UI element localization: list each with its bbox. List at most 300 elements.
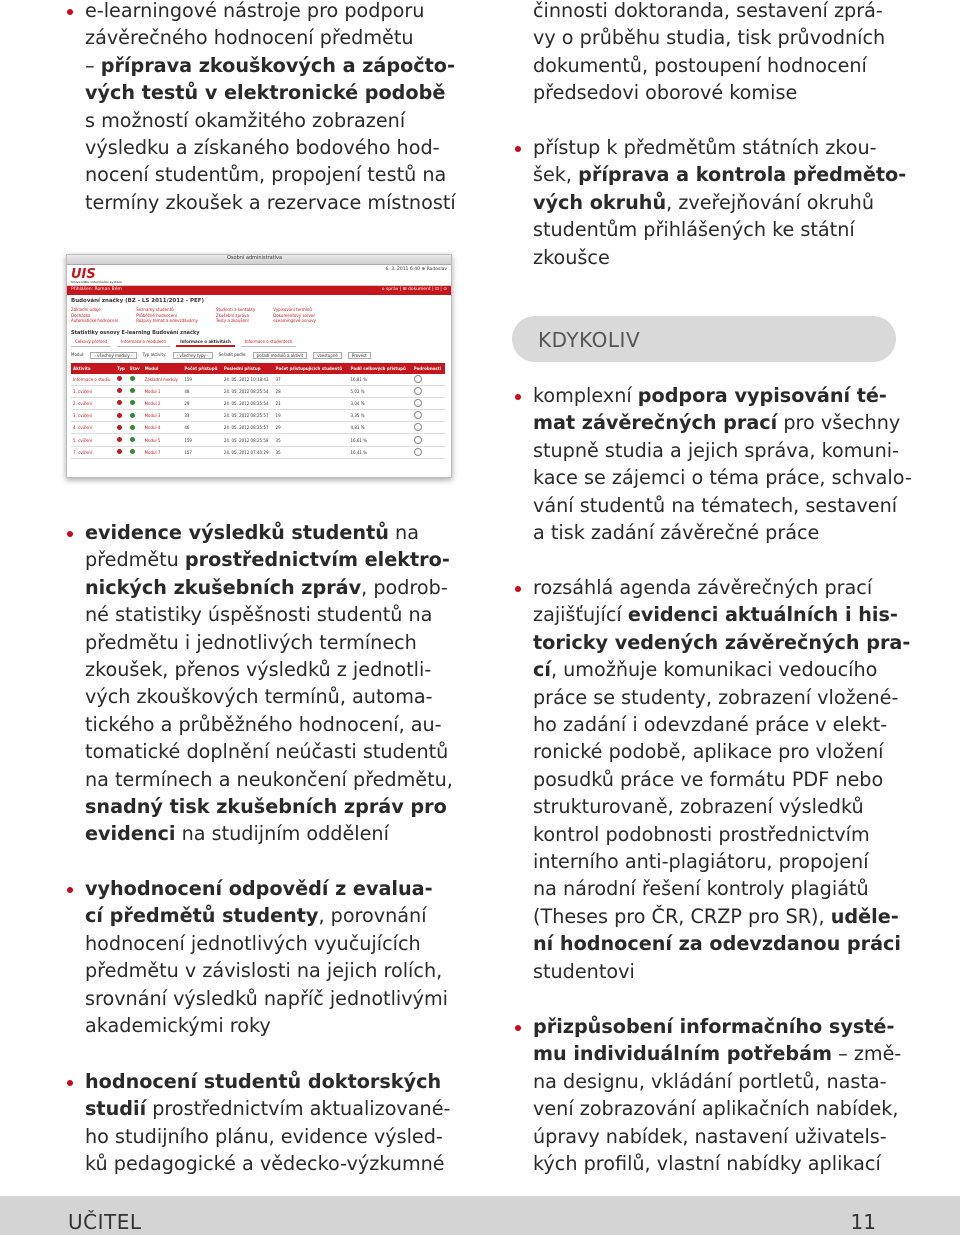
- text-line: [85, 656, 467, 683]
- text-line: [85, 546, 467, 573]
- table-cell: 24. 05. 2012 08:25:57: [222, 410, 274, 422]
- column-header[interactable]: Podíl celkových přístupů: [349, 363, 412, 374]
- activity-table: [71, 363, 445, 459]
- bold-run: hodnocení studentů doktorských: [85, 1070, 442, 1093]
- text-run: kých profilů, vlastní nabídky aplikací: [533, 1152, 881, 1176]
- bullet-thesis-topics: [515, 382, 915, 546]
- magnifier-icon[interactable]: [414, 399, 422, 407]
- column-header[interactable]: Počet přístupujících studentů: [274, 363, 349, 374]
- course-links: [67, 305, 451, 326]
- table-cell: 24. 05. 2012 07:40:29: [222, 446, 274, 458]
- text-line: [533, 161, 915, 188]
- table-cell: 33: [182, 410, 221, 422]
- text-run: tomatické doplnění neúčasti studentů: [85, 740, 449, 764]
- bold-run: ní hodnocení za odevzdanou práci: [533, 932, 902, 956]
- text-line: [85, 820, 467, 847]
- text-line: [85, 766, 467, 793]
- text-run: termíny zkoušek a rezervace místností: [85, 190, 456, 214]
- text-run: ronické podobě, aplikace pro vložení: [533, 740, 884, 764]
- table-cell[interactable]: 7. cvičení: [71, 446, 115, 458]
- column-header[interactable]: Podrobnosti: [412, 363, 445, 374]
- table-cell: 16,41 %: [349, 446, 412, 458]
- course-link[interactable]: Seznamy studentů: [136, 307, 174, 312]
- course-link[interactable]: Studenti a kontakty: [215, 307, 256, 312]
- magnifier-icon[interactable]: [414, 411, 422, 419]
- text-line: [85, 1123, 467, 1150]
- table-cell: [115, 434, 127, 446]
- text-run: přístup k předmětům státních zkou-: [533, 136, 877, 159]
- text-line: [533, 1013, 915, 1040]
- text-run: s možností okamžitého zobrazení: [85, 108, 406, 132]
- table-cell: 35: [274, 434, 349, 446]
- text-line: [533, 519, 915, 546]
- text-line: [533, 216, 915, 243]
- table-cell: [115, 397, 127, 409]
- app-header: [67, 265, 451, 286]
- course-link[interactable]: eLearningové osnovy: [273, 318, 316, 323]
- text-run: zajišťující: [533, 603, 628, 627]
- text-line: [533, 574, 915, 601]
- page-footer: [0, 1196, 960, 1235]
- text-line: [85, 930, 467, 957]
- text-line: [533, 1095, 915, 1122]
- table-cell[interactable]: [412, 446, 445, 458]
- bullet-results-evidence: [67, 519, 467, 848]
- text-line: [85, 52, 455, 79]
- logo-subtitle: Univerzitní informační systém: [71, 280, 122, 284]
- text-line: [533, 24, 897, 51]
- bullet-text: [533, 134, 915, 271]
- column-header[interactable]: Počet přístupů: [182, 363, 221, 374]
- text-line: [533, 766, 915, 793]
- table-cell: 16,61 %: [349, 434, 412, 446]
- bullet-customization: [515, 1013, 915, 1177]
- text-line: [85, 902, 467, 929]
- table-cell[interactable]: 5. cvičení: [71, 434, 115, 446]
- text-line: [85, 793, 467, 820]
- filter-sort-label: Seřadit podle:: [218, 351, 247, 357]
- text-line: [533, 930, 915, 957]
- stats-tabs: [67, 337, 451, 348]
- table-cell[interactable]: 2. cvičení: [71, 397, 115, 409]
- column-header[interactable]: Modul: [143, 363, 183, 374]
- text-line: [85, 79, 449, 106]
- status-icon: [130, 425, 135, 430]
- top-info: 6. 3. 2011 6:40 ⊕ Radoslav: [385, 267, 447, 272]
- bold-run: evidence výsledků studentů: [85, 521, 389, 544]
- text-line: [85, 985, 467, 1012]
- bullet-text: [533, 382, 915, 546]
- bullet-text: [533, 574, 915, 985]
- bullet-text: [85, 0, 456, 216]
- text-line: [85, 957, 467, 984]
- text-run: předmětu v závislosti na jejich rolích,: [85, 959, 443, 983]
- text-run: interního anti-plagiátoru, propojení: [533, 850, 869, 874]
- logged-user: Přihlášen: Roman Bém: [71, 287, 122, 292]
- page-number: 11: [850, 1210, 876, 1234]
- text-run: né statistiky úspěšnosti studentů na: [85, 603, 433, 627]
- stats-filters: [67, 348, 451, 361]
- filter-modul-label: Modul:: [71, 351, 85, 357]
- text-run: studentovi: [533, 959, 635, 983]
- continuation-text: [533, 0, 897, 107]
- text-line: [533, 189, 915, 216]
- text-line: [533, 382, 915, 409]
- text-line: [533, 848, 915, 875]
- stats-tab[interactable]: Informace o aktivitách: [176, 338, 235, 347]
- text-run: závěrečného hodnocení předmětu: [85, 26, 414, 50]
- course-link[interactable]: Vypisování termínů: [273, 307, 312, 312]
- text-run: ho zadání i odevzdané práce v elekt-: [533, 713, 888, 737]
- text-run: zkoušek, přenos výsledků z jednotli-: [85, 658, 432, 682]
- text-run: práce se studenty, zobrazení vložené-: [533, 685, 899, 709]
- text-run: studentům přihlášených ke státní: [533, 218, 855, 242]
- text-line: [85, 24, 449, 51]
- table-cell: 24. 05. 2012 08:25:58: [222, 434, 274, 446]
- text-line: [533, 601, 915, 628]
- text-line: [533, 79, 897, 106]
- text-run: vení zobrazování aplikačních nabídek,: [533, 1097, 899, 1121]
- bullet-evaluation: [67, 875, 467, 1039]
- course-link[interactable]: Testy a zkoušení: [215, 318, 249, 323]
- text-line: [533, 134, 915, 161]
- text-line: [533, 464, 915, 491]
- course-link[interactable]: Docházka: [71, 312, 91, 318]
- stats-tab[interactable]: Informace o modulech: [117, 338, 170, 347]
- table-body: [71, 374, 445, 459]
- bullet-doctoral: [67, 1068, 467, 1178]
- magnifier-icon[interactable]: [414, 423, 422, 431]
- filter-direction-select[interactable]: vzestupně: [313, 352, 342, 359]
- magnifier-icon[interactable]: [414, 387, 422, 395]
- text-run: na studijním oddělení: [175, 822, 389, 846]
- table-cell: 24. 05. 2012 10:18:43: [222, 374, 274, 386]
- app-navbar: [67, 286, 451, 295]
- table-cell: 3,04 %: [349, 397, 412, 409]
- text-run: na: [388, 521, 419, 544]
- logo-text: UIS: [71, 267, 96, 282]
- bold-run: vyhodnocení odpovědí z evalua-: [85, 877, 433, 900]
- filter-apply-button[interactable]: Provést: [348, 352, 371, 359]
- bold-run: evidenci: [85, 822, 176, 846]
- text-line: [85, 738, 467, 765]
- course-link[interactable]: Zkušební zpráva: [215, 312, 249, 318]
- stats-tab[interactable]: Celkový přehled: [71, 338, 111, 347]
- text-run: zkoušce: [533, 245, 610, 269]
- table-cell[interactable]: [412, 410, 445, 422]
- text-line: [85, 683, 467, 710]
- text-run: činnosti doktoranda, sestavení zprá-: [533, 0, 883, 22]
- text-line: [533, 0, 897, 24]
- text-run: na termínech a neukončení předmětu,: [85, 767, 453, 791]
- nav-icons[interactable]: ⌂ správ | ⊞ dokument | ⊡ | ⊙: [381, 287, 447, 292]
- status-icon: [130, 388, 135, 393]
- course-heading: Budování značky (BZ - LS 2011/2012 - PEF): [71, 298, 205, 304]
- text-run: , porovnání: [318, 904, 427, 928]
- bullet-text: [85, 875, 467, 1039]
- table-cell: 159: [182, 434, 221, 446]
- bold-run: mat závěrečných prací: [533, 411, 778, 435]
- text-run: –: [85, 53, 101, 77]
- text-run: vání studentů na tématech, sestavení: [533, 493, 898, 517]
- filter-sort-select[interactable]: pořadí modulů a aktivit: [253, 352, 308, 359]
- bullet-dot: [67, 9, 73, 15]
- table-cell: 28: [274, 385, 349, 397]
- bold-run: cí: [533, 658, 551, 682]
- table-cell[interactable]: Modul 7: [143, 446, 183, 458]
- text-line: [533, 821, 915, 848]
- filter-type-label: Typ aktivity:: [142, 351, 167, 357]
- text-line: [85, 875, 467, 902]
- text-run: prostřednictvím aktualizované-: [146, 1097, 451, 1121]
- doctoral-continuation: [515, 0, 897, 107]
- text-run: – změ-: [832, 1042, 902, 1066]
- table-cell[interactable]: 3. cvičení: [71, 410, 115, 422]
- bold-run: vých okruhů: [533, 190, 667, 214]
- course-link[interactable]: Rozpisy témat a odevzdávárny: [136, 318, 198, 323]
- text-run: na designu, vkládání portletů, nasta-: [533, 1069, 887, 1093]
- text-line: [533, 793, 915, 820]
- bullet-thesis-agenda: [515, 574, 915, 985]
- text-run: (Theses pro ČR, CRZP pro SR),: [533, 904, 831, 928]
- table-row: [71, 446, 445, 458]
- text-line: [533, 492, 915, 519]
- table-cell[interactable]: Modul 1: [143, 385, 183, 397]
- text-line: [85, 1012, 467, 1039]
- stats-tab[interactable]: Informace o studentech: [241, 338, 297, 347]
- table-cell: 19: [274, 410, 349, 422]
- text-line: [85, 574, 467, 601]
- bullet-dot: [515, 586, 521, 592]
- text-run: , zveřejňování okruhů: [666, 190, 874, 214]
- table-cell: [128, 385, 143, 397]
- text-run: pro všechny: [777, 411, 901, 435]
- table-cell: [128, 410, 143, 422]
- bold-run: vých testů v elektronické podobě: [85, 81, 446, 105]
- text-line: [85, 1068, 467, 1095]
- bullet-elearning-tools: [67, 0, 456, 216]
- text-run: e-learningové nástroje pro podporu: [85, 0, 425, 22]
- bold-run: snadný tisk zkušebních zpráv pro: [85, 795, 447, 819]
- table-cell[interactable]: [412, 374, 445, 386]
- table-cell: 46: [182, 422, 221, 434]
- text-run: na národní řešení kontroly plagiátů: [533, 877, 869, 901]
- table-row: [71, 374, 445, 386]
- text-line: [85, 1150, 467, 1177]
- text-run: předsedovi oborové komise: [533, 81, 798, 105]
- text-line: [85, 519, 467, 546]
- table-cell: [115, 410, 127, 422]
- text-run: tického a průběžného hodnocení, au-: [85, 712, 442, 736]
- bullet-text: [533, 1013, 915, 1177]
- table-cell[interactable]: [412, 385, 445, 397]
- table-cell: [115, 374, 127, 386]
- activity-type-icon: [117, 413, 122, 418]
- column-header[interactable]: Poslední přístup: [222, 363, 274, 374]
- window-title: Osobní administrativa: [227, 255, 283, 261]
- text-run: srovnání výsledků napříč jednotlivými: [85, 986, 448, 1010]
- filter-modul-select[interactable]: - všechny moduly -: [90, 352, 136, 359]
- status-icon: [130, 413, 135, 418]
- activity-type-icon: [117, 400, 122, 405]
- course-link[interactable]: Dokumentový server: [273, 312, 316, 318]
- table-cell: 48: [182, 385, 221, 397]
- footer-section-label: UČITEL: [68, 1210, 142, 1234]
- text-line: [85, 134, 449, 161]
- text-line: [533, 656, 915, 683]
- text-run: výsledku a získaného bodového hod-: [85, 136, 440, 160]
- status-icon: [130, 449, 135, 454]
- text-line: [85, 161, 449, 188]
- text-line: [85, 107, 449, 134]
- bold-run: uděle-: [830, 904, 899, 928]
- text-line: [533, 629, 915, 656]
- text-run: ho studijního plánu, evidence výsled-: [85, 1124, 443, 1148]
- table-cell: 21: [274, 397, 349, 409]
- status-icon: [130, 400, 135, 405]
- text-run: , podrob-: [361, 575, 448, 599]
- text-run: stupně studia a jejich správa, komuni-: [533, 438, 900, 462]
- bullet-dot: [515, 146, 521, 152]
- table-cell: [128, 434, 143, 446]
- course-link[interactable]: Průběžné hodnocení: [136, 312, 177, 318]
- text-run: předmětu i jednotlivých termínech: [85, 630, 417, 654]
- text-line: [85, 629, 467, 656]
- table-cell[interactable]: Modul 3: [143, 410, 183, 422]
- bold-run: mu individuálním potřebám: [533, 1042, 833, 1066]
- bold-run: nických zkušebních zpráv: [85, 575, 362, 599]
- section-label-pill: [512, 316, 896, 362]
- bullet-dot: [515, 394, 521, 400]
- table-cell: 159: [182, 374, 221, 386]
- window-titlebar: [67, 255, 451, 265]
- table-row: [71, 397, 445, 409]
- table-cell: 157: [182, 446, 221, 458]
- table-cell: [115, 385, 127, 397]
- table-cell: 35: [274, 446, 349, 458]
- table-cell: [128, 446, 143, 458]
- table-cell[interactable]: [412, 434, 445, 446]
- text-run: rozsáhlá agenda závěrečných prací: [533, 576, 873, 599]
- links-col-4[interactable]: [273, 307, 316, 324]
- text-run: strukturovaně, zobrazení výsledků: [533, 795, 864, 819]
- text-run: akademickými roky: [85, 1014, 271, 1038]
- table-cell[interactable]: [412, 422, 445, 434]
- magnifier-icon[interactable]: [414, 436, 422, 444]
- activity-type-icon: [117, 437, 122, 442]
- table-cell: [128, 397, 143, 409]
- bullet-text: [85, 1068, 467, 1178]
- bullet-state-exams: [515, 134, 915, 271]
- section-label: KDYKOLIV: [538, 328, 641, 352]
- text-line: [533, 1040, 915, 1067]
- text-run: , umožňuje komunikaci vedoucího: [550, 658, 878, 682]
- table-cell[interactable]: Informace o studiu: [71, 374, 115, 386]
- table-row: [71, 385, 445, 397]
- text-run: nocení studentům, propojení testů na: [85, 163, 447, 187]
- bold-run: cí předmětů studenty: [85, 904, 319, 928]
- text-run: kontrol podobnosti prostřednictvím: [533, 822, 870, 846]
- table-cell[interactable]: 1. cvičení: [71, 385, 115, 397]
- bold-run: podpora vypisování té-: [637, 384, 887, 407]
- text-line: [533, 738, 915, 765]
- table-cell[interactable]: [412, 397, 445, 409]
- table-cell: [115, 446, 127, 458]
- text-line: [533, 1068, 915, 1095]
- table-row: [71, 422, 445, 434]
- activity-type-icon: [117, 388, 122, 393]
- column-header[interactable]: Typ: [115, 363, 127, 374]
- activity-type-icon: [117, 425, 122, 430]
- activity-type-icon: [117, 449, 122, 454]
- links-col-2[interactable]: [136, 307, 198, 324]
- table-cell[interactable]: Modul 4: [143, 422, 183, 434]
- table-cell: 37: [274, 374, 349, 386]
- text-line: [533, 903, 915, 930]
- text-line: [85, 601, 467, 628]
- text-line: [533, 958, 915, 985]
- links-col-1[interactable]: [71, 307, 118, 324]
- table-cell: 24. 05. 2012 08:25:54: [222, 385, 274, 397]
- text-run: předmětu: [85, 548, 185, 572]
- table-cell[interactable]: 4. cvičení: [71, 422, 115, 434]
- text-run: hodnocení jednotlivých vyučujících: [85, 931, 421, 955]
- table-cell: 3,35 %: [349, 410, 412, 422]
- text-line: [85, 1095, 467, 1122]
- text-run: posudků práce ve formátu PDF nebo: [533, 767, 884, 791]
- bold-run: evidenci aktuálních i his-: [627, 603, 898, 627]
- table-cell: 24. 05. 2012 08:25:54: [222, 397, 274, 409]
- bullet-dot: [67, 531, 73, 537]
- text-line: [533, 1150, 915, 1177]
- text-run: kace se zájemci o téma práce, schvalo-: [533, 466, 912, 490]
- bold-run: příprava zkouškových a zápočto-: [100, 53, 455, 77]
- table-header-row: [71, 363, 445, 374]
- table-row: [71, 410, 445, 422]
- bullet-dot: [67, 887, 73, 893]
- table-cell: 5,02 %: [349, 385, 412, 397]
- course-link[interactable]: Automatické hodnocení: [71, 318, 119, 323]
- links-col-3[interactable]: [216, 307, 255, 324]
- magnifier-icon[interactable]: [414, 375, 422, 383]
- bold-run: toricky vedených závěrečných pra-: [533, 630, 911, 654]
- text-run: úpravy nabídek, nastavení uživatels-: [533, 1124, 887, 1148]
- table-cell[interactable]: Základní moduly: [143, 374, 183, 386]
- table-cell: [128, 422, 143, 434]
- text-line: [85, 711, 467, 738]
- activity-type-icon: [117, 376, 122, 381]
- filter-type-select[interactable]: - všechny typy -: [173, 352, 213, 359]
- table-cell[interactable]: Modul 5: [143, 434, 183, 446]
- magnifier-icon[interactable]: [414, 448, 422, 456]
- text-run: vy o průběhu studia, tisk průvodních: [533, 26, 886, 50]
- text-line: [533, 437, 915, 464]
- text-line: [533, 52, 897, 79]
- course-link[interactable]: Základní údaje: [71, 307, 101, 312]
- table-cell: 4,81 %: [349, 422, 412, 434]
- bold-run: prostřednictvím elektro-: [184, 548, 450, 572]
- bullet-dot: [515, 1025, 521, 1031]
- column-header[interactable]: Aktivita: [71, 363, 115, 374]
- text-line: [533, 684, 915, 711]
- text-line: [533, 409, 915, 436]
- column-header[interactable]: Stav: [128, 363, 143, 374]
- bold-run: studií: [85, 1097, 147, 1121]
- uis-screenshot: [66, 254, 452, 478]
- stats-heading: Statistiky osnovy E-learning Budování značky: [71, 329, 200, 336]
- table-cell[interactable]: Modul 2: [143, 397, 183, 409]
- text-run: ků pedagogické a vědecko-výzkumné: [85, 1152, 445, 1176]
